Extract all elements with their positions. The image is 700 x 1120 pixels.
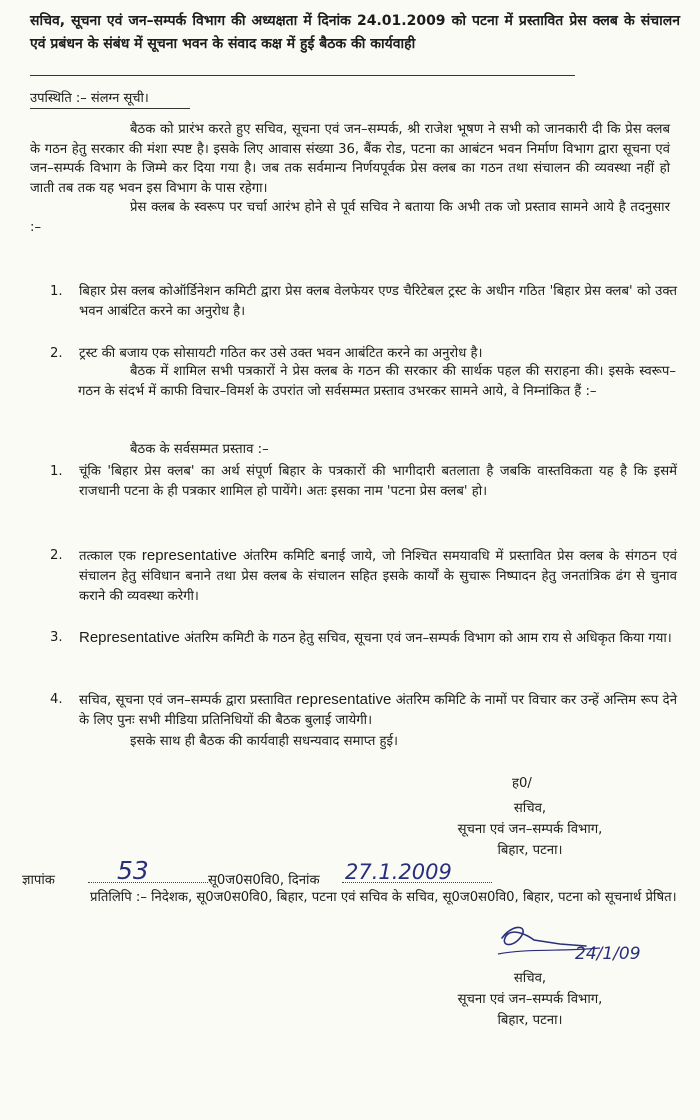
memo-number-handwritten: 53 bbox=[117, 856, 149, 885]
resolutions-heading: बैठक के सर्वसम्मत प्रस्ताव :– bbox=[130, 442, 269, 457]
memo-date-handwritten: 27.1.2009 bbox=[345, 860, 452, 884]
closing-line: इसके साथ ही बैठक की कार्यवाही सधन्यवाद समाप्त हुई। bbox=[130, 734, 399, 749]
resolution-latin-word: representative bbox=[141, 547, 237, 564]
opening-paragraph: बैठक को प्रारंभ करते हुए सचिव, सूचना एवं जन–सम्पर्क, श्री राजेश भूषण ने सभी को जानकारी दी कि प्रेस क्लब के गठन हेतु सरकार की मंशा स्पष्ट है। इसके लिए आवास संख्या 36, बैंक रोड, पटना का आबंटन भवन निर्माण विभाग द्वारा सूचना एवं जन–सम्पर्क विभाग के जिम्मे कर दिया गया है। जब तक सर्वमान्य निर्णयपूर्वक प्रेस क्लब का गठन तथा संचालन की व्यवस्था नहीं हो जाती तब तक यह भवन इस विभाग के पास रहेगा। bbox=[30, 122, 670, 196]
proposal-text: बिहार प्रेस क्लब कोऑर्डिनेशन कमिटी द्वारा प्रेस क्लब वेलफेयर एण्ड चैरिटेबल ट्रस्ट के अधीन गठित 'बिहार प्रेस क्लब' को उक्त भवन आबंटित करने का अनुरोध है। bbox=[79, 284, 677, 319]
signatory-department: सूचना एवं जन–सम्पर्क विभाग, bbox=[457, 992, 603, 1007]
signatory-department: सूचना एवं जन–सम्पर्क विभाग, bbox=[457, 822, 603, 837]
presence-line: उपस्थिति :– संलग्न सूची। bbox=[30, 91, 149, 106]
resolution-text-rest: अंतरिम कमिटी के गठन हेतु सचिव, सूचना एवं जन–सम्पर्क विभाग को आम राय से अधिकृत किया गया। bbox=[179, 631, 672, 646]
title-underline bbox=[30, 75, 575, 76]
resolution-number: 1. bbox=[50, 464, 63, 479]
resolution-text-pre: सचिव, सूचना एवं जन–सम्पर्क द्वारा प्रस्तावित bbox=[79, 693, 297, 708]
resolution-text bbox=[79, 690, 677, 731]
resolution-text: चूंकि 'बिहार प्रेस क्लब' का अर्थ संपूर्ण बिहार के पत्रकारों की भागीदारी बतलाता है जबकि वास्तविकता यह है कि इसमें राजधानी पटना के ही पत्रकार शामिल हो पायेंगे। अतः इसका नाम 'पटना प्रेस क्लब' हो। bbox=[79, 464, 677, 499]
proposal-number: 1. bbox=[50, 284, 63, 299]
resolution-number: 2. bbox=[50, 548, 63, 563]
signed-mark: ह0/ bbox=[512, 776, 532, 791]
resolution-text-pre: तत्काल एक bbox=[79, 549, 142, 564]
resolution-text bbox=[79, 546, 677, 607]
signature-date-handwritten: 24/1/09 bbox=[575, 944, 641, 964]
document-title: सचिव, सूचना एवं जन–सम्पर्क विभाग की अध्यक्षता में दिनांक 24.01.2009 को पटना में प्रस्तावित प्रेस क्लब के संचालन एवं प्रबंधन के संबंध में सूचना भवन के संवाद कक्ष में हुई बैठक की कार्यवाही bbox=[30, 13, 680, 52]
proposal-number: 2. bbox=[50, 346, 63, 361]
memo-prefix: ज्ञापांक bbox=[22, 873, 55, 888]
signatory-location: बिहार, पटना। bbox=[497, 843, 563, 858]
discussion-paragraph: बैठक में शामिल सभी पत्रकारों ने प्रेस क्लब के गठन की सरकार की सार्थक पहल की सराहना की। इसके स्वरूप–गठन के संदर्भ में काफी विचार–विमर्श के उपरांत जो सर्वसम्मत प्रस्ताव उभरकर सामने आये, वे निम्नांकित हैं :– bbox=[78, 364, 676, 399]
resolution-text bbox=[79, 628, 677, 649]
signatory-title: सचिव, bbox=[513, 971, 547, 986]
proposals-intro-paragraph: प्रेस क्लब के स्वरूप पर चर्चा आरंभ होने से पूर्व सचिव ने बताया कि अभी तक जो प्रस्ताव सामने आये है तदनुसार :– bbox=[30, 200, 670, 235]
resolution-latin-word: Representative bbox=[79, 629, 180, 646]
resolution-number: 4. bbox=[50, 692, 63, 707]
resolution-number: 3. bbox=[50, 630, 63, 645]
resolution-text-rest: अंतरिम कमिटि बनाई जाये, जो निश्चित समयावधि में प्रस्तावित प्रेस क्लब के संगठन एवं संचालन हेतु संविधान बनाने तथा प्रेस क्लब के संचालन सहित इसके कार्यों के सुचारू निष्पादन हेतु जनतांत्रिक ढंग से चुनाव कराने की व्यवस्था करेगी। bbox=[79, 549, 677, 604]
memo-dept-date-label: सू0ज0स0वि0, दिनांक bbox=[208, 873, 320, 888]
signature-block-1 bbox=[420, 798, 640, 861]
signature-block-2 bbox=[420, 968, 640, 1031]
resolution-text-rest: अंतरिम कमिटि के नामों पर विचार कर उन्हें अन्तिम रूप देने के लिए पुनः सभी मीडिया प्रतिनिधियों की बैठक बुलाई जायेगी। bbox=[79, 693, 678, 728]
resolution-latin-word: representative bbox=[296, 691, 392, 708]
proposal-text: ट्रस्ट की बजाय एक सोसायटी गठित कर उसे उक्त भवन आबंटित करने का अनुरोध है। bbox=[79, 346, 483, 361]
signatory-location: बिहार, पटना। bbox=[497, 1013, 563, 1028]
presence-underline bbox=[30, 108, 190, 109]
copy-to-paragraph: प्रतिलिपि :– निदेशक, सू0ज0स0वि0, बिहार, पटना एवं सचिव के सचिव, सू0ज0स0वि0, बिहार, पटना को सूचनार्थ प्रेषित। bbox=[90, 890, 677, 905]
signatory-title: सचिव, bbox=[513, 801, 547, 816]
